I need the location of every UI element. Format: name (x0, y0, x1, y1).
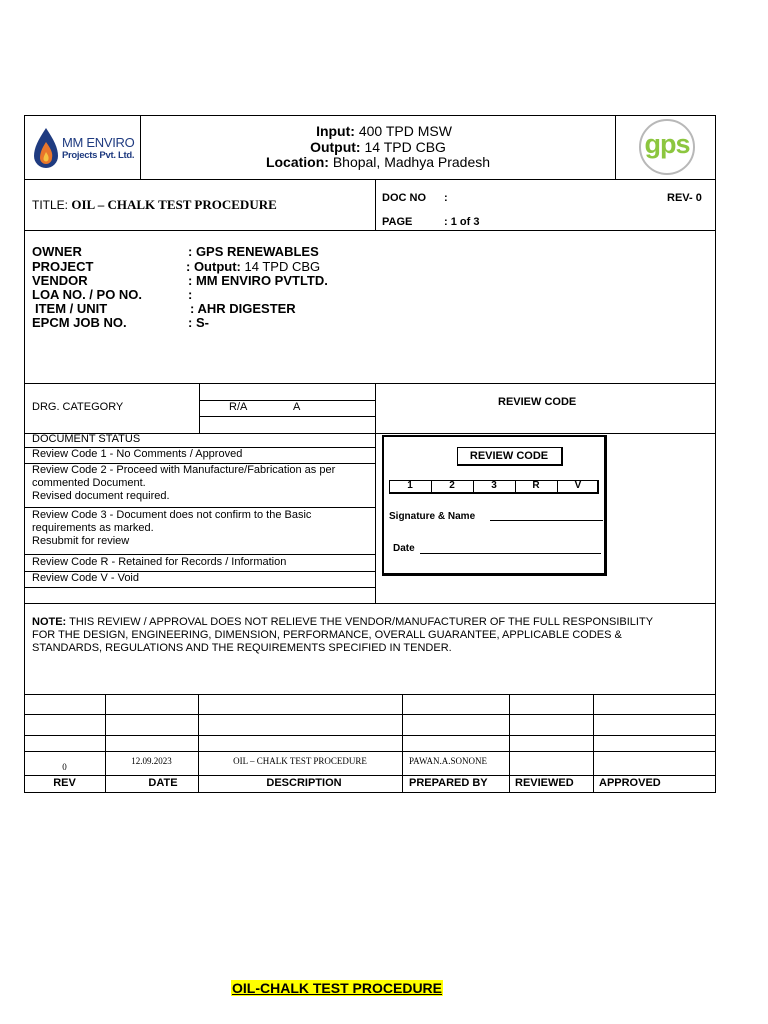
epcm-label: EPCM JOB NO. (32, 315, 127, 330)
stamp-code-1: 1 (407, 480, 413, 491)
rev-table-top (24, 694, 716, 695)
rev-header-prepared: PREPARED BY (409, 777, 488, 789)
category-a: A (293, 401, 301, 413)
status-code2-line1: Review Code 2 - Proceed with Manufacture/Fabrication as per (32, 464, 336, 476)
output-label: Output: (310, 139, 361, 155)
status-code3-line2: requirements as marked. (32, 522, 154, 534)
title-bottom-line (24, 230, 716, 231)
rev-row-prepared: PAWAN.A.SONONE (409, 756, 487, 766)
status-heading: DOCUMENT STATUS (32, 433, 141, 445)
company-subtitle: Projects Pvt. Ltd. (62, 150, 135, 161)
status-code2-line2: commented Document. (32, 477, 146, 489)
status-code3-line1: Review Code 3 - Document does not confirm to the Basic (32, 509, 312, 521)
rev-row-rev: 0 (62, 762, 67, 772)
rev-header-reviewed: REVIEWED (515, 777, 574, 789)
stamp-signature-line (490, 520, 603, 521)
rev-label: REV- 0 (667, 192, 702, 204)
drg-category-label: DRG. CATEGORY (32, 401, 124, 413)
note-text-1: THIS REVIEW / APPROVAL DOES NOT RELIEVE THE VENDOR/MANUFACTURER OF THE FULL RESPONSIBILITY (69, 616, 654, 628)
rev-header-date: DATE (148, 777, 178, 789)
status-codeR: Review Code R - Retained for Records / Information (32, 556, 287, 568)
gps-logo-text: gps (644, 129, 690, 159)
vendor-value: : MM ENVIRO PVTLTD. (188, 273, 328, 288)
note-line2: FOR THE DESIGN, ENGINEERING, DIMENSION, PERFORMANCE, OVERALL GUARANTEE, APPLICABLE CODES & (32, 629, 622, 641)
doc-no-value: : (444, 192, 448, 204)
location-label: Location: (265, 154, 329, 170)
status-bottom-line (24, 603, 716, 604)
footer-heading: OIL-CHALK TEST PROCEDURE (232, 980, 442, 996)
location-value: Bhopal, Madhya Pradesh (332, 154, 491, 170)
item-value: : AHR DIGESTER (190, 301, 296, 316)
note-line1 (32, 616, 653, 628)
category-divider-right (375, 383, 376, 604)
status-code3-line3: Resubmit for review (32, 535, 130, 547)
review-code-heading: REVIEW CODE (498, 396, 577, 408)
header-bottom-line (24, 179, 716, 180)
project-prefix: : Output: (186, 259, 241, 274)
rev-row-description: OIL – CHALK TEST PROCEDURE (233, 756, 367, 766)
rev-header-rev: REV (53, 777, 76, 789)
status-line-4 (24, 554, 375, 555)
rev-table-line-2 (24, 735, 716, 736)
stamp-code-3: 3 (491, 480, 497, 491)
status-code2-line3: Revised document required. (32, 490, 170, 502)
output-value: 14 TPD CBG (364, 139, 446, 155)
owner-label: OWNER (32, 244, 82, 259)
page-value: : 1 of 3 (444, 216, 480, 228)
stamp-date-label: Date (393, 543, 415, 554)
stamp-code-2: 2 (449, 480, 455, 491)
loa-label: LOA NO. / PO NO. (32, 287, 143, 302)
project-label: PROJECT (32, 259, 94, 274)
input-label: Input: (316, 123, 355, 139)
note-line3: STANDARDS, REGULATIONS AND THE REQUIREMENTS SPECIFIED IN TENDER. (32, 642, 452, 654)
status-codeV: Review Code V - Void (32, 572, 139, 584)
category-divider-left (199, 383, 200, 434)
vendor-label: VENDOR (32, 273, 88, 288)
rev-table-line-1 (24, 714, 716, 715)
category-ra: R/A (229, 401, 248, 413)
doc-no-label: DOC NO (382, 192, 426, 204)
rev-row-date: 12.09.2023 (131, 756, 172, 766)
rev-header-description: DESCRIPTION (266, 777, 342, 789)
status-line-3 (24, 507, 375, 508)
stamp-signature-label: Signature & Name (389, 511, 476, 522)
project-value: 14 TPD CBG (244, 259, 321, 274)
category-line-1 (199, 400, 375, 401)
category-line-2 (199, 416, 375, 417)
project-value-line (186, 259, 320, 274)
stamp-code-r: R (532, 480, 540, 491)
rev-table-line-3 (24, 751, 716, 752)
rev-table-line-4 (24, 775, 716, 776)
rev-col-4 (509, 694, 510, 792)
title-divider (375, 179, 376, 231)
title-value: OIL – CHALK TEST PROCEDURE (71, 197, 277, 212)
stamp-code-v: V (574, 480, 582, 491)
loa-value: : (188, 287, 193, 302)
status-code1: Review Code 1 - No Comments / Approved (32, 448, 243, 460)
title-text (32, 197, 277, 213)
owner-value: : GPS RENEWABLES (188, 244, 319, 259)
title-label: TITLE: (32, 198, 69, 212)
status-line-6 (24, 587, 375, 588)
input-value: 400 TPD MSW (358, 123, 452, 139)
stamp-title: REVIEW CODE (469, 450, 549, 462)
epcm-value: : S- (188, 315, 209, 330)
info-bottom-line (24, 383, 716, 384)
gps-logo (636, 118, 698, 176)
page-label: PAGE (382, 216, 413, 228)
stamp-date-line (420, 553, 601, 554)
note-label: NOTE: (32, 616, 67, 628)
rev-col-5 (593, 694, 594, 792)
item-label: ITEM / UNIT (35, 301, 108, 316)
company-name: MM ENVIRO (62, 135, 135, 150)
rev-header-approved: APPROVED (599, 777, 661, 789)
